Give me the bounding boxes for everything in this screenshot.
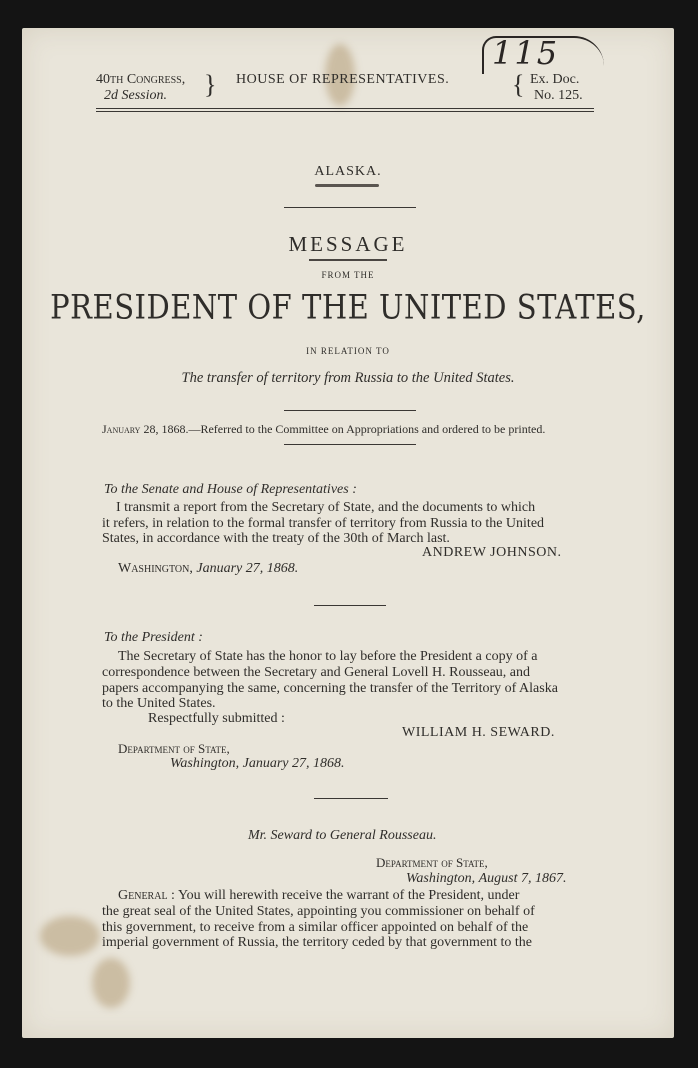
message2-closing: Respectfully submitted : [148, 711, 285, 726]
message1-place: Washington, [118, 561, 193, 576]
message2-line-4: to the United States. [102, 696, 216, 711]
title-rule-1 [284, 207, 416, 208]
letter-date: August 7, 1867. [478, 871, 567, 886]
header-rule-2 [96, 111, 594, 112]
johnson-signature: ANDREW JOHNSON. [422, 545, 562, 560]
message2-line-2: correspondence between the Secretary and General Lovell H. Rousseau, and [102, 665, 530, 680]
message2-department: Department of State, [118, 741, 230, 756]
header-rule-1 [96, 108, 594, 109]
salutation-president: To the President : [104, 630, 203, 645]
letter-place: Washington, [406, 871, 476, 886]
message1-dateline [118, 561, 298, 577]
referral-line [102, 422, 545, 437]
referral-text: —Referred to the Committee on Appropriations and ordered to be printed. [188, 422, 546, 436]
letter-line-1 [118, 888, 519, 903]
letter-line-4: imperial government of Russia, the territory ceded by that government to the [102, 935, 532, 950]
letter-line-1-text: You will herewith receive the warrant of the President, under [177, 888, 520, 903]
congress-line-2: 2d Session. [104, 88, 167, 103]
divider-1 [314, 605, 386, 606]
congress-line-1: 40th Congress, [96, 72, 186, 87]
left-brace: } [204, 70, 217, 99]
letter-opening: General : [118, 888, 175, 903]
right-brace: { [512, 70, 525, 99]
from-the: FROM THE [321, 270, 375, 280]
subject-underline [315, 184, 379, 187]
message1-line-1: I transmit a report from the Secretary of State, and the documents to which [116, 500, 536, 515]
stain-bottom-left [40, 916, 100, 956]
letter-line-2: the great seal of the United States, appointing you commissioner on behalf of [102, 904, 535, 919]
message1-date: January 27, 1868. [196, 561, 299, 576]
referral-date: January 28, 1868. [102, 422, 189, 436]
subject-title: ALASKA. [314, 164, 382, 179]
message-heading: MESSAGE [288, 232, 408, 256]
message2-line-3: papers accompanying the same, concerning the transfer of the Territory of Alaska [102, 681, 558, 696]
annotation-bracket [482, 36, 604, 74]
doc-line-2: No. 125. [534, 88, 583, 103]
document-page [22, 28, 674, 1038]
message1-line-3: States, in accordance with the treaty of the 30th of March last. [102, 531, 450, 546]
referral-rule [284, 444, 416, 445]
in-relation-to: IN RELATION TO [306, 346, 390, 356]
message-underline [309, 259, 387, 261]
house-heading: HOUSE OF REPRESENTATIVES. [236, 72, 450, 87]
president-heading: PRESIDENT OF THE UNITED STATES, [50, 287, 646, 327]
seward-signature: WILLIAM H. SEWARD. [402, 725, 555, 740]
topic-line: The transfer of territory from Russia to the United States. [181, 370, 515, 386]
letter-dateline [406, 871, 567, 887]
message1-line-2: it refers, in relation to the formal transfer of territory from Russia to the United [102, 516, 545, 531]
divider-2 [314, 798, 388, 799]
message2-line-1: The Secretary of State has the honor to lay before the President a copy of a [118, 649, 538, 664]
salutation-senate: To the Senate and House of Representatives : [104, 482, 357, 497]
handwritten-annotation: 115 [492, 34, 560, 72]
message2-place-date: Washington, January 27, 1868. [170, 756, 345, 771]
doc-line-1: Ex. Doc. [530, 72, 580, 87]
letter-line-3: this government, to receive from a similar officer appointed on behalf of the [102, 920, 529, 935]
stain-bottom-left-2 [92, 958, 130, 1008]
letter-department: Department of State, [376, 855, 488, 870]
letter-heading: Mr. Seward to General Rousseau. [248, 828, 437, 843]
title-rule-2 [284, 410, 416, 411]
